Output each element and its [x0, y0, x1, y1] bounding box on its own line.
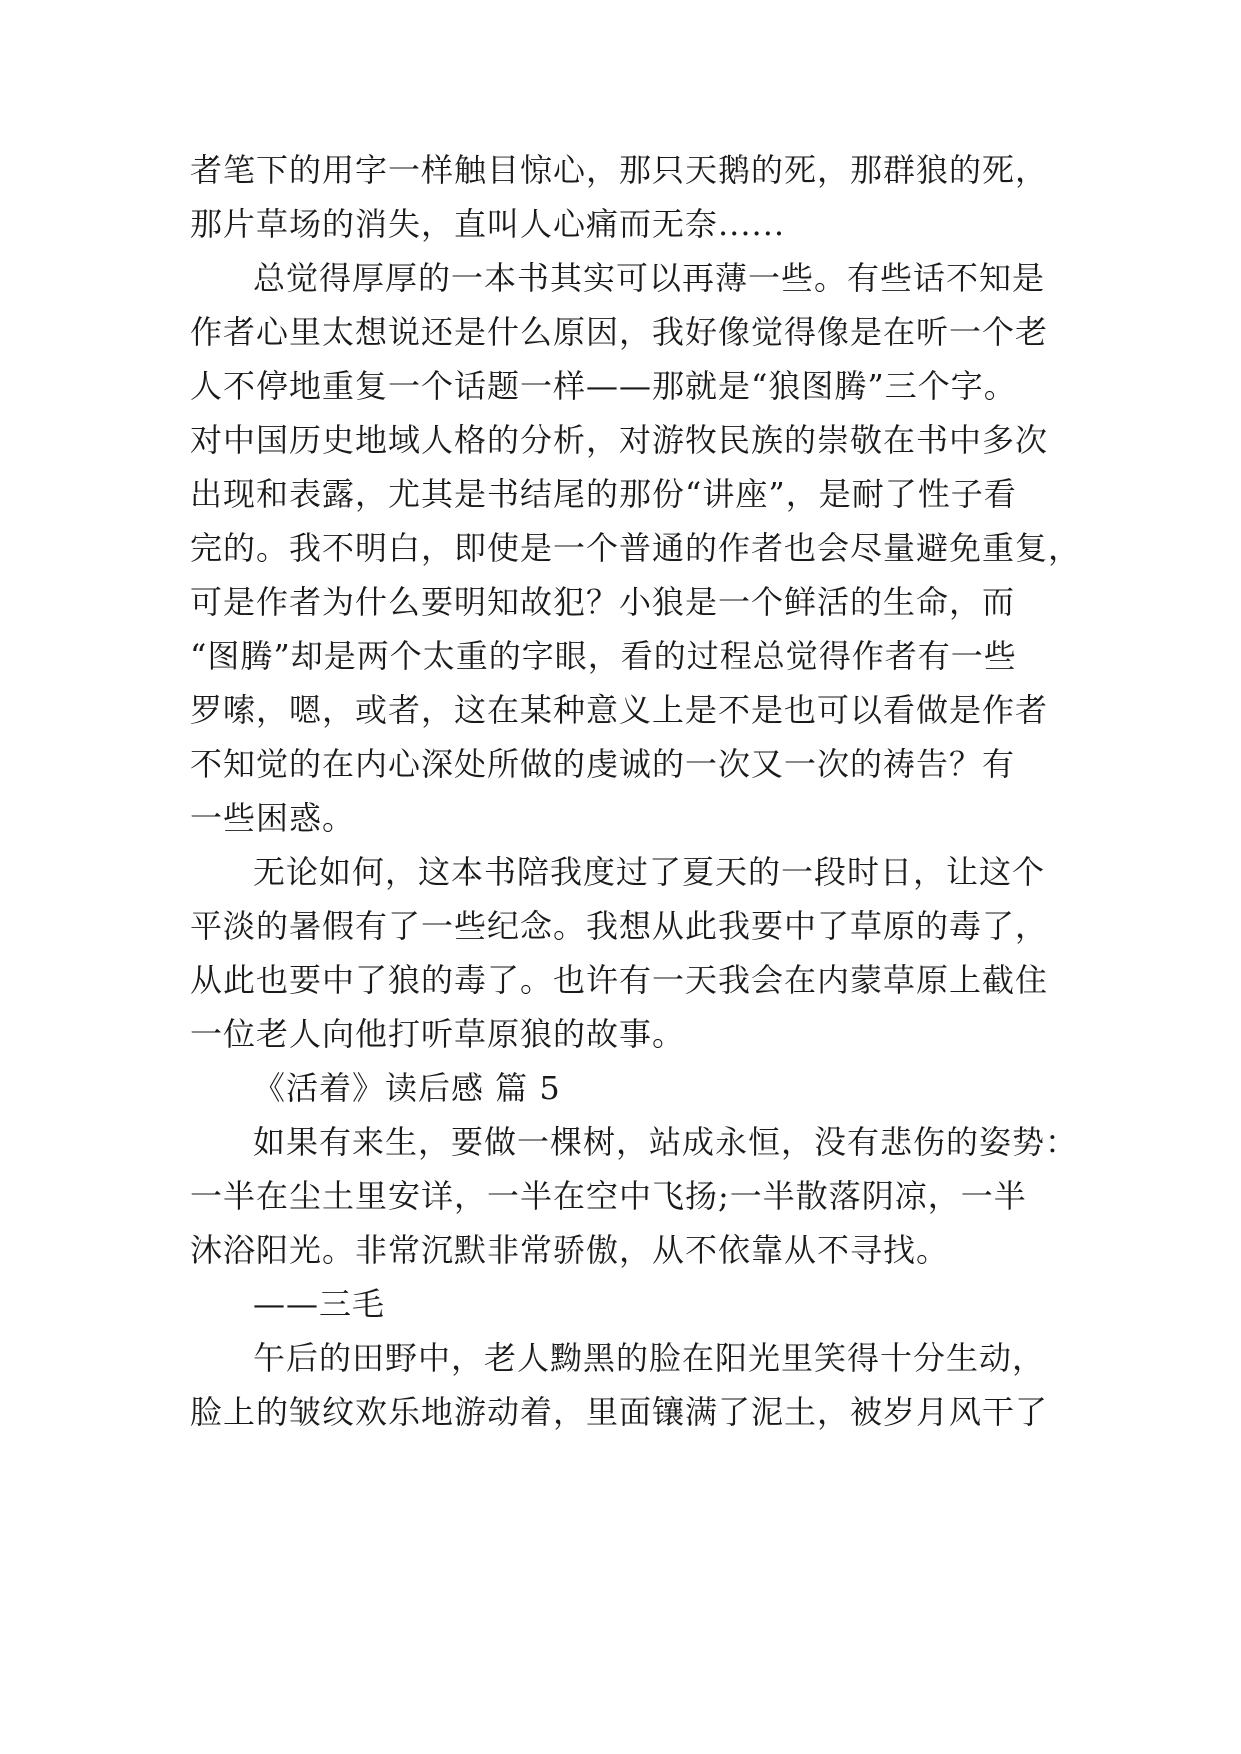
text-line: 不知觉的在内心深处所做的虔诚的一次又一次的祷告？有	[190, 745, 1016, 783]
text-line: 对中国历史地域人格的分析，对游牧民族的崇敬在书中多次	[190, 421, 1049, 459]
text-line: 一位老人向他打听草原狼的故事。	[190, 1015, 686, 1053]
paragraph-start-line: 总觉得厚厚的一本书其实可以再薄一些。有些话不知是	[253, 259, 1046, 297]
quote-attribution: ——三毛	[253, 1285, 386, 1323]
text-line: 人不停地重复一个话题一样——那就是“狼图腾”三个字。	[190, 367, 1017, 405]
text-line: 罗嗦，嗯，或者，这在某种意义上是不是也可以看做是作者	[190, 691, 1049, 729]
text-line: 沐浴阳光。非常沉默非常骄傲，从不依靠从不寻找。	[190, 1231, 950, 1269]
text-line: 一些困惑。	[190, 799, 356, 837]
text-line: 平淡的暑假有了一些纪念。我想从此我要中了草原的毒了，	[190, 907, 1049, 945]
text-line: 可是作者为什么要明知故犯？小狼是一个鲜活的生命，而	[190, 583, 1016, 621]
text-line: 完的。我不明白，即使是一个普通的作者也会尽量避免重复，	[190, 529, 1082, 567]
paragraph-start-line: 午后的田野中，老人黝黑的脸在阳光里笑得十分生动，	[253, 1339, 1046, 1377]
text-line: 作者心里太想说还是什么原因，我好像觉得像是在听一个老	[190, 313, 1049, 351]
paragraph-start-line: 无论如何，这本书陪我度过了夏天的一段时日，让这个	[253, 853, 1046, 891]
text-line: 者笔下的用字一样触目惊心，那只天鹅的死，那群狼的死，	[190, 151, 1049, 189]
paragraph-start-line: 如果有来生，要做一棵树，站成永恒，没有悲伤的姿势：	[253, 1123, 1079, 1161]
text-line: 从此也要中了狼的毒了。也许有一天我会在内蒙草原上截住	[190, 961, 1049, 999]
text-line: 出现和表露，尤其是书结尾的那份“讲座”，是耐了性子看	[190, 475, 1017, 513]
text-line: “图腾”却是两个太重的字眼，看的过程总觉得作者有一些	[190, 637, 1017, 675]
text-line: 一半在尘土里安详，一半在空中飞扬;一半散落阴凉，一半	[190, 1177, 1027, 1215]
section-heading: 《活着》读后感 篇 5	[253, 1069, 561, 1107]
text-line: 脸上的皱纹欢乐地游动着，里面镶满了泥土，被岁月风干了	[190, 1393, 1049, 1431]
text-line: 那片草场的消失，直叫人心痛而无奈......	[190, 205, 786, 243]
